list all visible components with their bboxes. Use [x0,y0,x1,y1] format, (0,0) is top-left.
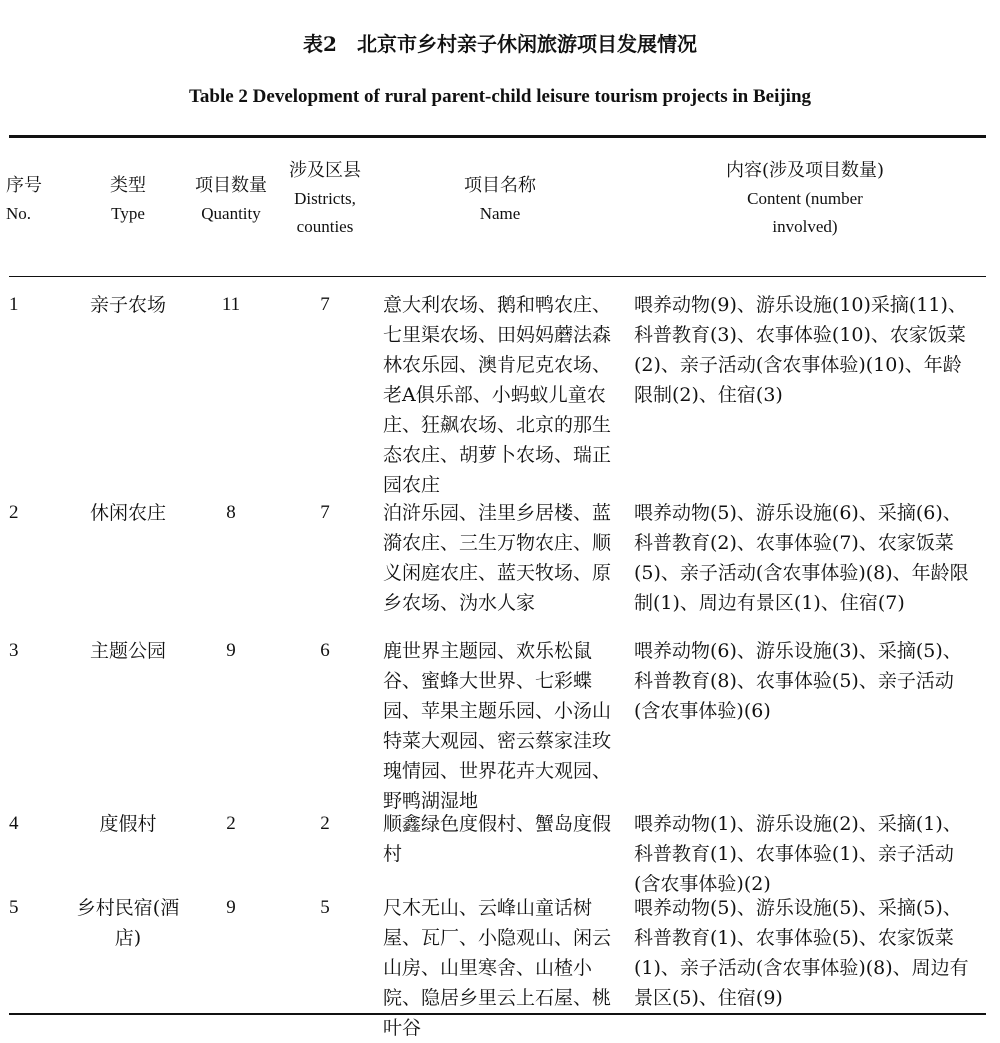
row-3-quantity: 9 [226,640,236,661]
row-2-type: 休闲农庄 [89,502,166,524]
row-5-districts: 5 [320,897,330,918]
row-5-name: 尺木无山、云峰山童话树屋、瓦厂、小隐观山、闲云山房、山里寒舍、山楂小院、隐居乡里云上石屋、桃叶谷 [383,897,612,1039]
row-4-districts: 2 [320,813,330,834]
row-2-districts: 7 [320,502,330,523]
header-quantity-cn: 项目数量 [195,175,267,196]
header-content [630,157,980,241]
row-1-districts: 7 [320,294,330,315]
row-1-type: 亲子农场 [89,294,166,316]
header-content-cn: 内容(涉及项目数量) [725,160,885,181]
header-name [380,172,620,228]
row-5-quantity: 9 [226,897,236,918]
row-5-type: 乡村民宿(酒店) [76,897,180,949]
header-districts-en1: Districts, [294,189,356,208]
header-quantity-en: Quantity [201,204,261,223]
row-4-content: 喂养动物(1)、游乐设施(2)、采摘(1)、科普教育(1)、农事体验(1)、亲子活动(含农事体验)(2) [634,813,962,895]
row-3-content: 喂养动物(6)、游乐设施(3)、采摘(5)、科普教育(8)、农事体验(5)、亲子活动(含农事体验)(6) [634,640,962,722]
header-type-cn: 类型 [110,175,146,196]
header-no-en: No. [6,204,32,223]
row-3-name: 鹿世界主题园、欢乐松鼠谷、蜜蜂大世界、七彩蝶园、苹果主题乐园、小汤山特菜大观园、密云蔡家洼玫瑰情园、世界花卉大观园、野鸭湖湿地 [383,640,612,812]
row-2-quantity: 8 [226,502,236,523]
header-districts [280,157,370,241]
row-4-type: 度假村 [99,813,157,835]
row-4-no: 4 [9,813,19,834]
header-districts-en2: counties [296,217,354,236]
table-title-english: Table 2 Development of rural parent-child leisure tourism projects in Beijing [188,86,812,107]
header-districts-cn: 涉及区县 [289,160,361,181]
header-quantity [188,172,274,228]
header-no-cn: 序号 [6,175,42,196]
row-5-no: 5 [9,897,19,918]
row-1-quantity: 11 [221,294,241,315]
row-1-no: 1 [9,294,19,315]
top-rule [9,135,986,138]
row-3-districts: 6 [320,640,330,661]
table-title-chinese: 表2 北京市乡村亲子休闲旅游项目发展情况 [303,32,697,56]
header-content-en2: involved) [772,217,838,236]
row-2-no: 2 [9,502,19,523]
row-4-quantity: 2 [226,813,236,834]
header-type [78,172,178,228]
header-name-cn: 项目名称 [464,175,536,196]
header-content-en1: Content (number [747,189,863,208]
row-4-name: 顺鑫绿色度假村、蟹岛度假村 [383,813,612,865]
row-3-type: 主题公园 [89,640,166,662]
row-3-no: 3 [9,640,19,661]
header-type-en: Type [111,204,145,223]
header-rule [9,276,986,277]
row-2-content: 喂养动物(5)、游乐设施(6)、采摘(6)、科普教育(2)、农事体验(7)、农家饭菜(5)、亲子活动(含农事体验)(8)、年龄限制(1)、周边有景区(1)、住宿(7) [634,502,969,614]
row-1-content: 喂养动物(9)、游乐设施(10)采摘(11)、科普教育(3)、农事体验(10)、农家饭菜(2)、亲子活动(含农事体验)(10)、年龄限制(2)、住宿(3) [634,294,967,406]
bottom-rule [9,1013,986,1015]
header-name-en: Name [479,204,521,223]
row-2-name: 泊浒乐园、洼里乡居楼、蓝漪农庄、三生万物农庄、顺义闲庭农庄、蓝天牧场、原乡农场、沩水人家 [383,502,612,614]
row-1-name: 意大利农场、鹅和鸭农庄、七里渠农场、田妈妈蘑法森林农乐园、澳肯尼克农场、老A俱乐部、小蚂蚁儿童农庄、狂飙农场、北京的那生态农庄、胡萝卜农场、瑞正园农庄 [383,294,612,496]
row-5-content: 喂养动物(5)、游乐设施(5)、采摘(5)、科普教育(1)、农事体验(5)、农家饭菜(1)、亲子活动(含农事体验)(8)、周边有景区(5)、住宿(9) [634,897,969,1009]
header-no [6,172,46,228]
